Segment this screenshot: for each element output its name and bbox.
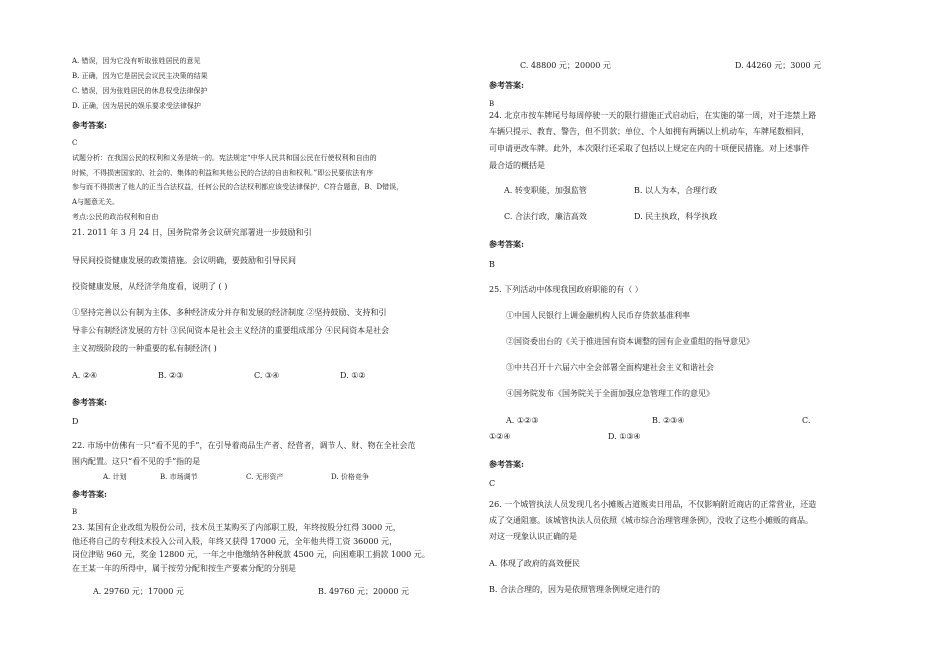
q21-option-b: B. ②③ (158, 371, 184, 380)
q21-stem-line: ①坚持完善以公有制为主体、多种经济成分并存和发展的经济制度 ②坚持鼓励、支持和引 (72, 308, 387, 317)
q26-stem-line: 对这一现象认识正确的是 (489, 532, 577, 541)
q25-answer-label: 参考答案: (489, 459, 524, 469)
q20-option-b: B. 正确，因为它是居民会议民主决策的结果 (72, 72, 208, 80)
q23-option-c: C. 48800 元；20000 元 (520, 61, 611, 70)
q20-analysis-line: 时候，不得损害国家的、社会的、集体的利益和其他公民的合法的自由和权利。”即公民要依法有序 (72, 169, 374, 177)
q22-option-a: A. 计划 (103, 473, 127, 481)
q24-stem-line: 最合适的概括是 (489, 161, 545, 170)
q22-option-b: B. 市场调节 (160, 473, 198, 481)
q25-item: ④国务院发布《国务院关于全面加强应急管理工作的意见》 (506, 389, 714, 398)
q24-option-b: B. 以人为本，合理行政 (634, 186, 717, 195)
q21-stem-line: 主义初级阶段的一种重要的私有制经济( ) (72, 344, 217, 353)
q24-stem-line: 车辆只提示、教育、警告，但不罚款；单位、个人如拥有两辆以上机动车，车牌尾数相同， (489, 127, 809, 136)
q24-option-d: D. 民主执政，科学执政 (634, 212, 718, 221)
q21-option-a: A. ②④ (72, 371, 98, 380)
q23-stem-line: 他还将自己的专利技术投入公司入股，年终又获得 17000 元，全年他共得工资 36000 元， (72, 537, 398, 546)
q25-option-b: B. ②③④ (652, 416, 685, 425)
q25-option-d: D. ①③④ (608, 432, 641, 441)
q25-item: ①中国人民银行上调金融机构人民币存贷款基准利率 (506, 311, 690, 320)
q21-stem-line: 21. 2011 年 3 月 24 日，国务院常务会议研究部署进一步鼓励和引 (72, 228, 312, 237)
q25-option-c-value: ①②④ (489, 432, 511, 441)
q21-answer: D (72, 417, 79, 426)
q24-answer-label: 参考答案: (489, 239, 524, 249)
q24-option-c: C. 合法行政，廉洁高效 (504, 212, 587, 221)
q25-option-c: C. (802, 416, 811, 425)
q25-answer: C (489, 479, 496, 488)
q24-stem-line: 24. 北京市按车牌尾号每周停驶一天的限行措施正式启动后，在实施的第一周，对于违禁上路 (489, 111, 817, 120)
q20-answer-label: 参考答案: (72, 120, 107, 130)
q24-answer: B (489, 260, 495, 269)
q26-stem-line: 26. 一个城管执法人员发现几名小摊贩占道贩卖日用品，不仅影响附近商店的正常营业，还造 (489, 500, 817, 509)
q22-stem-line: 围内配置。这只“看不见的手”指的是 (72, 457, 201, 466)
q21-option-d: D. ①② (340, 371, 366, 380)
q20-analysis-line: 参与而不得损害了他人的正当合法权益，任何公民的合法权利都应该受法律保护，C符合题意，B、D错误， (72, 183, 404, 191)
q23-stem-line: 23. 某国有企业改组为股份公司，技术员王某购买了内部职工股，年终按股分红得 3000 元， (72, 523, 401, 532)
q21-stem-line: 导民间投资健康发展的政策措施。会议明确，要鼓励和引导民间 (72, 256, 296, 265)
q21-stem-line: 导非公有制经济发展的方针 ③民间资本是社会主义经济的重要组成部分 ④民间资本是社会 (72, 326, 390, 335)
q25-item: ②国资委出台的《关于推进国有资本调整的国有企业重组的指导意见》 (506, 337, 754, 346)
q26-option-b: B. 合法合理的，因为是依照管理条例规定进行的 (489, 585, 660, 594)
q20-option-d: D. 正确，因为居民的娱乐要求受法律保护 (72, 102, 201, 110)
q20-analysis-line: 试题分析：在我国公民的权利和义务是统一的。宪法规定“中华人民共和国公民在行使权利和自由的 (72, 154, 377, 162)
q23-option-b: B. 49760 元；20000 元 (318, 587, 409, 596)
q20-point: 考点:公民的政治权利和自由 (72, 213, 159, 221)
q20-option-c: C. 错误，因为张姓居民的休息权受法律保护 (72, 87, 208, 95)
q21-stem-line: 投资健康发展，从经济学角度看，说明了 ( ) (72, 282, 228, 291)
q24-stem-line: 可申请更改车牌。此外，本次限行还采取了包括以上规定在内的十项便民措施。对上述事件 (489, 144, 809, 153)
q22-answer: B (72, 508, 78, 516)
q24-option-a: A. 转变职能，加强监管 (504, 186, 587, 195)
q22-option-c: C. 无形资产 (246, 473, 284, 481)
q22-stem-line: 22. 市场中仿佛有一只“看不见的手”，在引导着商品生产者、经营者，调节人、财、物在全社会范 (72, 441, 416, 450)
q25-option-a: A. ①②③ (506, 416, 539, 425)
q21-answer-label: 参考答案: (72, 397, 107, 407)
q21-option-c: C. ③④ (254, 371, 280, 380)
q23-answer: B (489, 100, 495, 108)
q20-option-a: A. 错误，因为它没有听取张姓居民的意见 (72, 57, 201, 65)
q20-analysis-line: A与题意无关。 (72, 198, 120, 206)
q26-option-a: A. 体现了政府的高效便民 (489, 559, 580, 568)
q25-stem: 25. 下列活动中体现我国政府职能的有（ ） (489, 285, 643, 294)
q22-answer-label: 参考答案: (72, 489, 107, 499)
q23-answer-label: 参考答案: (489, 80, 524, 90)
q23-option-a: A. 29760 元；17000 元 (93, 587, 184, 596)
q23-stem-line: 岗位津贴 960 元，奖金 12800 元，一年之中他缴纳各种税款 4500 元，向困难职工捐款 1000 元。 (72, 550, 430, 559)
q20-answer: C (72, 139, 78, 147)
q25-item: ③中共召开十六届六中全会部署全面构建社会主义和谐社会 (506, 363, 714, 372)
q22-option-d: D. 价格竞争 (331, 473, 369, 481)
q23-option-d: D. 44260 元；3000 元 (735, 61, 822, 70)
q23-stem-line: 在王某一年的所得中，属于按劳分配和按生产要素分配的分别是 (72, 564, 296, 573)
q26-stem-line: 成了交通阻塞。该城管执法人员依照《城市综合治理管理条例》，没收了这些小摊贩的商品。 (489, 516, 813, 525)
